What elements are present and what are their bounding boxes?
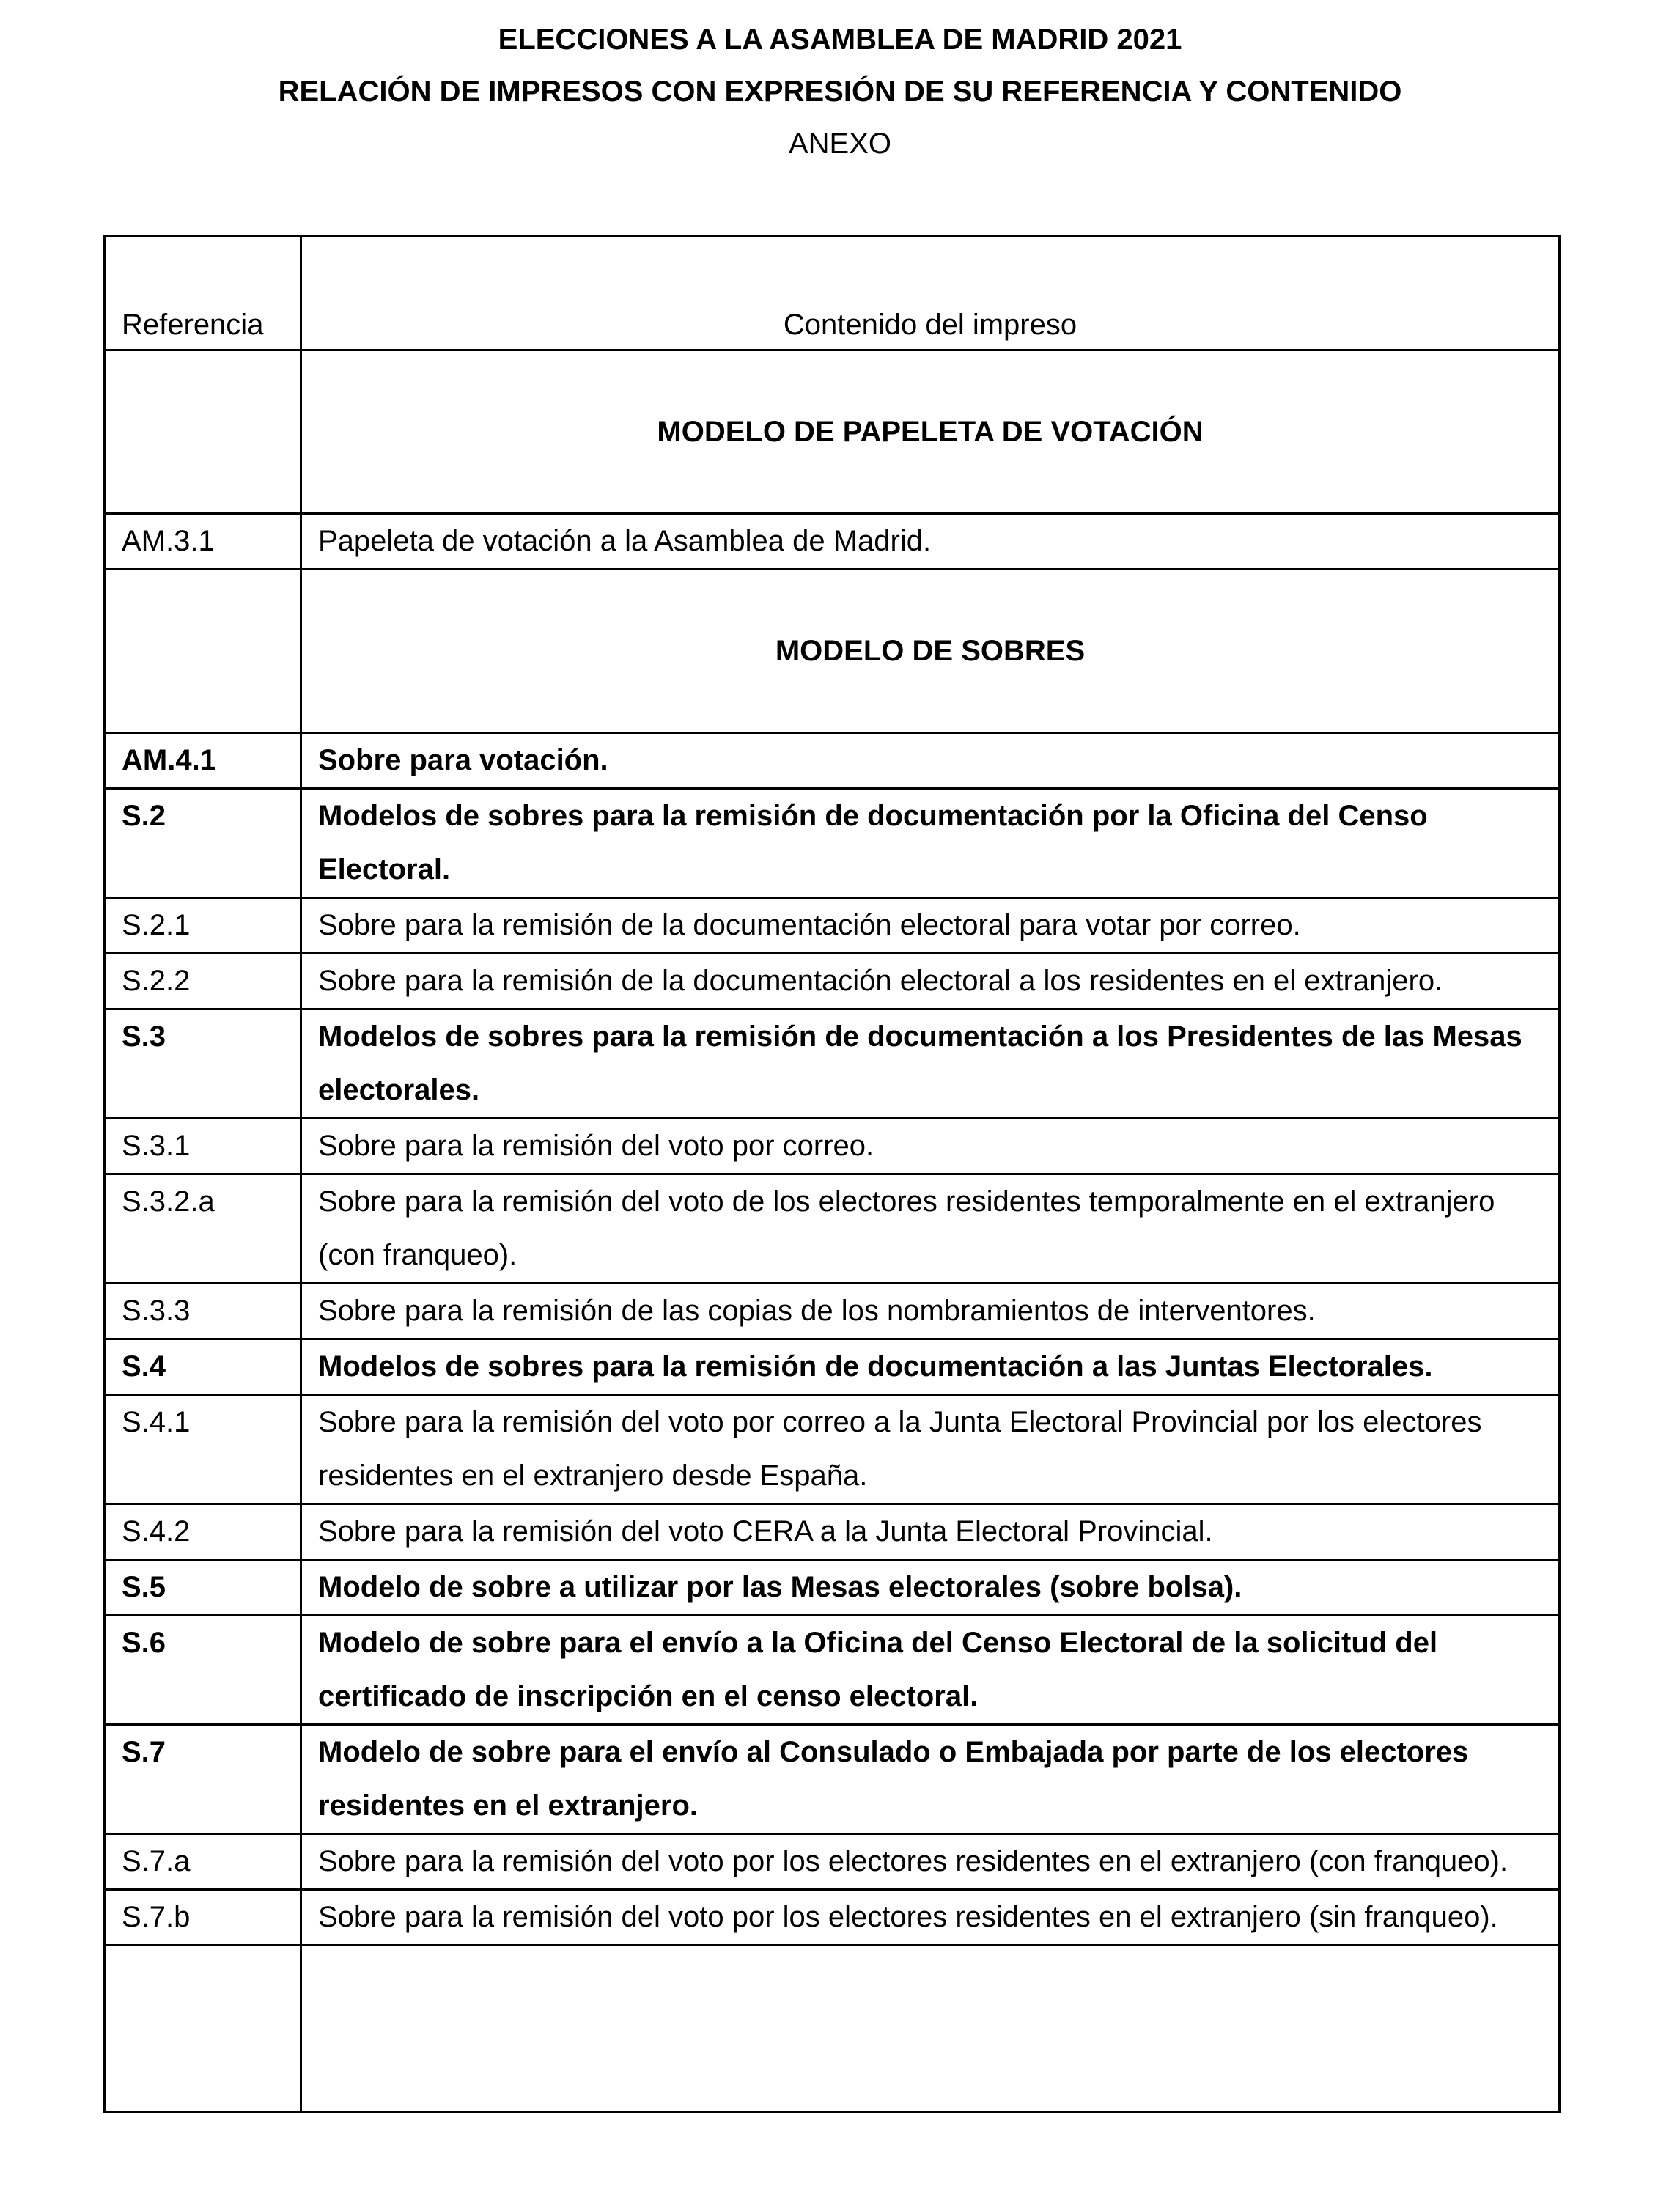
table-row — [105, 1284, 1560, 1339]
section-heading: MODELO DE SOBRES — [301, 570, 1560, 733]
content-cell: Sobre para la remisión del voto por los electores residentes en el extranjero (sin franqueo). — [301, 1890, 1560, 1946]
ref-cell: S.3 — [105, 1009, 301, 1119]
ref-cell: S.2 — [105, 789, 301, 898]
table-row — [105, 514, 1560, 570]
ref-cell: S.4 — [105, 1339, 301, 1395]
content-cell: Modelos de sobres para la remisión de documentación a las Juntas Electorales. — [301, 1339, 1560, 1395]
content-cell: Sobre para la remisión del voto CERA a la Junta Electoral Provincial. — [301, 1504, 1560, 1560]
annex-label: ANEXO — [788, 128, 892, 160]
content-cell: Sobre para la remisión del voto de los electores residentes temporalmente en el extranjero (con franqueo). — [301, 1174, 1560, 1284]
table-row — [105, 733, 1560, 789]
table-row — [105, 1616, 1560, 1725]
table-row — [105, 1395, 1560, 1504]
ref-cell: AM.4.1 — [105, 733, 301, 789]
column-header-reference: Referencia — [105, 236, 301, 350]
document-title: ELECCIONES A LA ASAMBLEA DE MADRID 2021 — [498, 23, 1182, 56]
ref-cell: S.3.3 — [105, 1284, 301, 1339]
ref-cell: S.2.1 — [105, 898, 301, 954]
content-cell: Modelo de sobre para el envío a la Oficina del Censo Electoral de la solicitud del certificado de inscripción en el censo electoral. — [301, 1616, 1560, 1725]
empty-row — [105, 1946, 1560, 2113]
ref-cell: S.7 — [105, 1725, 301, 1834]
table-header — [105, 236, 1560, 350]
ref-cell: S.4.2 — [105, 1504, 301, 1560]
content-cell: Sobre para la remisión de las copias de los nombramientos de interventores. — [301, 1284, 1560, 1339]
ref-cell: S.6 — [105, 1616, 301, 1725]
ref-cell: S.4.1 — [105, 1395, 301, 1504]
ref-cell: S.7.a — [105, 1834, 301, 1890]
ref-cell: S.3.2.a — [105, 1174, 301, 1284]
section-row — [105, 350, 1560, 514]
content-cell: Papeleta de votación a la Asamblea de Madrid. — [301, 514, 1560, 570]
content-cell: Sobre para la remisión del voto por correo a la Junta Electoral Provincial por los electores residentes en el extranjero desde España. — [301, 1395, 1560, 1504]
content-cell: Modelos de sobres para la remisión de documentación por la Oficina del Censo Electoral. — [301, 789, 1560, 898]
document-subtitle: RELACIÓN DE IMPRESOS CON EXPRESIÓN DE SU REFERENCIA Y CONTENIDO — [278, 76, 1402, 108]
ref-cell: S.5 — [105, 1560, 301, 1616]
table-row — [105, 1009, 1560, 1119]
content-cell: Modelo de sobre a utilizar por las Mesas electorales (sobre bolsa). — [301, 1560, 1560, 1616]
table-row — [105, 1725, 1560, 1834]
empty-cell — [105, 1946, 301, 2113]
ref-cell: S.2.2 — [105, 954, 301, 1009]
content-cell: Sobre para la remisión del voto por correo. — [301, 1119, 1560, 1174]
table-row — [105, 954, 1560, 1009]
section-row — [105, 570, 1560, 733]
table-row — [105, 1504, 1560, 1560]
section-heading: MODELO DE PAPELETA DE VOTACIÓN — [301, 350, 1560, 514]
content-cell: Sobre para votación. — [301, 733, 1560, 789]
column-header-content: Contenido del impreso — [301, 236, 1560, 350]
table-row — [105, 1890, 1560, 1946]
table-row — [105, 898, 1560, 954]
content-cell: Modelo de sobre para el envío al Consulado o Embajada por parte de los electores residentes en el extranjero. — [301, 1725, 1560, 1834]
content-cell: Sobre para la remisión de la documentación electoral para votar por correo. — [301, 898, 1560, 954]
empty-cell — [105, 570, 301, 733]
table-row — [105, 789, 1560, 898]
empty-cell — [105, 350, 301, 514]
ref-cell: S.7.b — [105, 1890, 301, 1946]
content-cell: Sobre para la remisión del voto por los electores residentes en el extranjero (con franqueo). — [301, 1834, 1560, 1890]
empty-cell — [301, 1946, 1560, 2113]
table-row — [105, 1560, 1560, 1616]
table-row — [105, 1834, 1560, 1890]
content-cell: Modelos de sobres para la remisión de documentación a los Presidentes de las Mesas electorales. — [301, 1009, 1560, 1119]
table-row — [105, 1339, 1560, 1395]
content-cell: Sobre para la remisión de la documentación electoral a los residentes en el extranjero. — [301, 954, 1560, 1009]
forms-table — [103, 235, 1561, 2113]
table-row — [105, 1174, 1560, 1284]
ref-cell: S.3.1 — [105, 1119, 301, 1174]
ref-cell: AM.3.1 — [105, 514, 301, 570]
table-row — [105, 1119, 1560, 1174]
